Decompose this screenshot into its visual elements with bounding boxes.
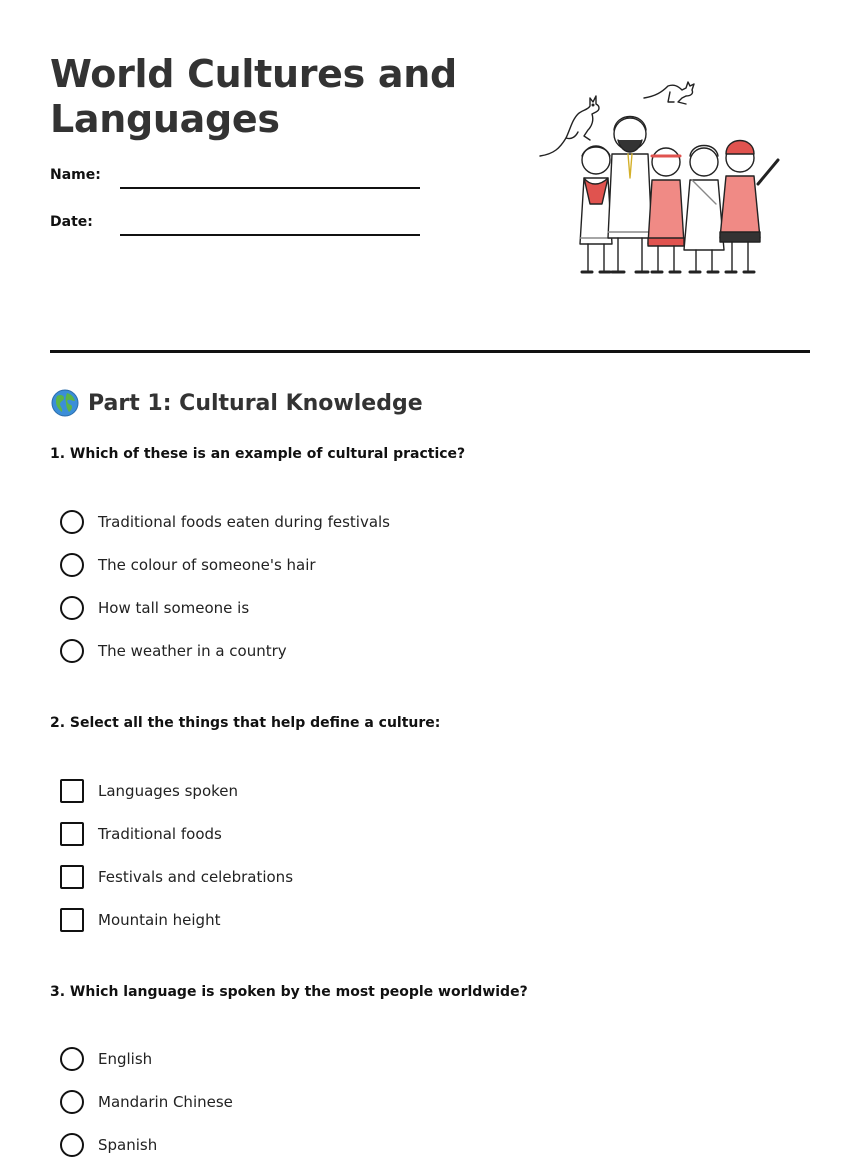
option-label: Mountain height [98, 911, 221, 929]
radio-button[interactable] [60, 1047, 84, 1071]
option-label: Languages spoken [98, 782, 239, 800]
section-divider [50, 350, 810, 353]
title-line-1: World Cultures and [50, 52, 457, 96]
radio-button[interactable] [60, 1133, 84, 1157]
q2-option-2[interactable] [60, 821, 222, 847]
q3-option-1[interactable] [60, 1046, 152, 1072]
radio-button[interactable] [60, 639, 84, 663]
worksheet-title [50, 52, 490, 142]
radio-button[interactable] [60, 1090, 84, 1114]
question-2: 2. Select all the things that help define a culture: [50, 715, 441, 731]
q1-option-3[interactable] [60, 595, 249, 621]
date-write-line[interactable] [120, 234, 420, 236]
option-label: English [98, 1050, 153, 1068]
q1-option-4[interactable] [60, 638, 287, 664]
child-3-figure [648, 148, 684, 272]
question-1: 1. Which of these is an example of cultural practice? [50, 446, 466, 462]
question-3: 3. Which language is spoken by the most people worldwide? [50, 984, 528, 1000]
part-1-title: Part 1: Cultural Knowledge [88, 390, 423, 416]
option-label: Mandarin Chinese [98, 1093, 233, 1111]
q2-option-4[interactable] [60, 907, 220, 933]
name-label: Name: [50, 167, 101, 183]
date-field[interactable] [50, 214, 430, 244]
option-label: Spanish [98, 1136, 158, 1154]
child-5-figure [720, 141, 778, 273]
checkbox[interactable] [60, 908, 84, 932]
globe-icon [50, 388, 80, 418]
q2-option-3[interactable] [60, 864, 293, 890]
part-1-heading [50, 388, 423, 418]
radio-button[interactable] [60, 553, 84, 577]
checkbox[interactable] [60, 865, 84, 889]
name-write-line[interactable] [120, 187, 420, 189]
radio-button[interactable] [60, 596, 84, 620]
date-label: Date: [50, 214, 93, 230]
option-label: Traditional foods [98, 825, 222, 843]
adult-man-figure [608, 117, 652, 273]
option-label: The weather in a country [98, 642, 287, 660]
child-1-figure [580, 146, 612, 272]
radio-button[interactable] [60, 510, 84, 534]
children-illustration [532, 74, 788, 282]
title-line-2: Languages [50, 97, 280, 141]
checkbox[interactable] [60, 822, 84, 846]
q2-option-1[interactable] [60, 778, 238, 804]
child-4-figure [684, 146, 724, 273]
kangaroo-top-icon [644, 82, 694, 104]
option-label: Traditional foods eaten during festivals [98, 513, 390, 531]
option-label: How tall someone is [98, 599, 250, 617]
q1-option-2[interactable] [60, 552, 316, 578]
q1-option-1[interactable] [60, 509, 390, 535]
q3-option-2[interactable] [60, 1089, 233, 1115]
option-label: Festivals and celebrations [98, 868, 294, 886]
option-label: The colour of someone's hair [98, 556, 316, 574]
q3-option-3[interactable] [60, 1132, 157, 1158]
checkbox[interactable] [60, 779, 84, 803]
name-field[interactable] [50, 167, 430, 197]
